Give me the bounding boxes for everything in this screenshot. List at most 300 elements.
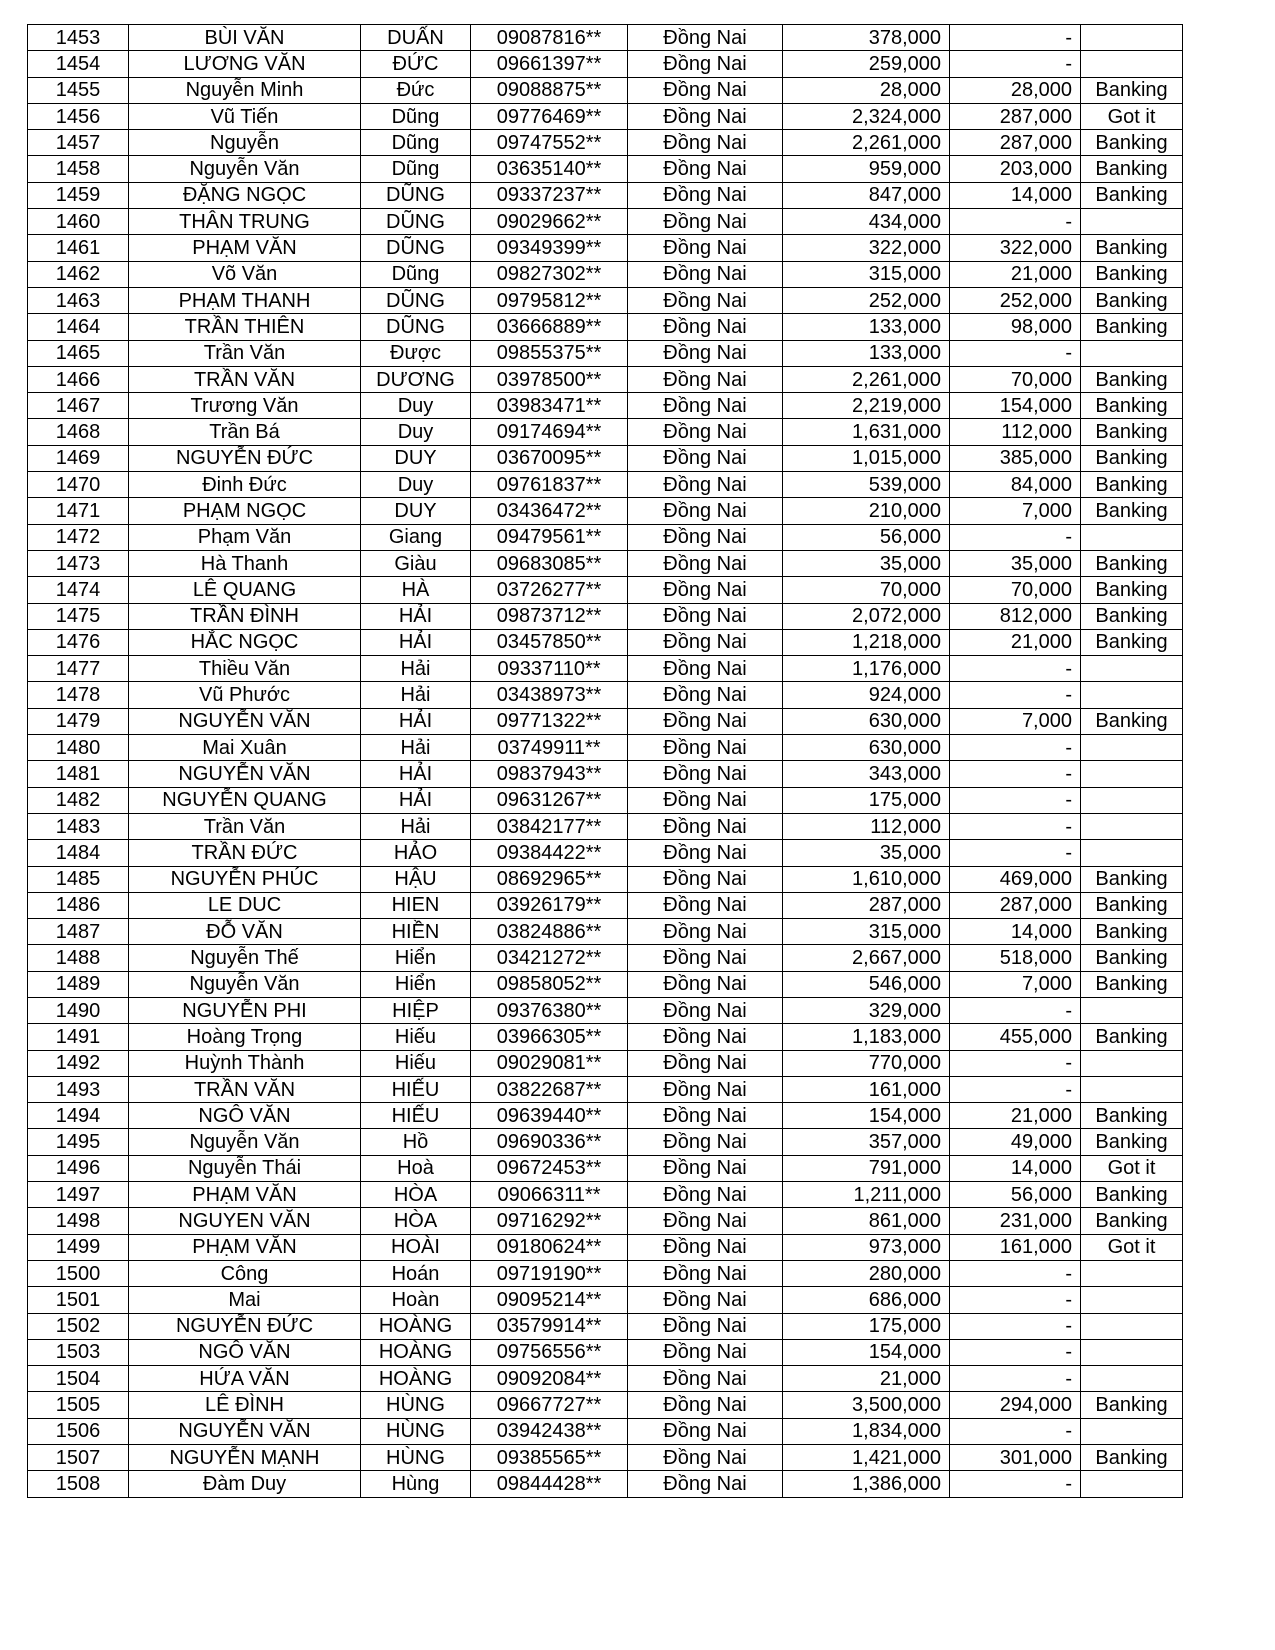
surname-middle-name-cell: Thiều Văn bbox=[129, 656, 361, 682]
payment-method-cell: Banking bbox=[1081, 419, 1183, 445]
given-name-cell: Duy bbox=[361, 472, 471, 498]
given-name-cell: DUY bbox=[361, 445, 471, 471]
amount-cell: 175,000 bbox=[783, 787, 950, 813]
payment-method-cell: Banking bbox=[1081, 577, 1183, 603]
paid-amount-cell: 70,000 bbox=[950, 366, 1081, 392]
phone-number-cell: 03926179** bbox=[471, 892, 628, 918]
province-cell: Đồng Nai bbox=[628, 945, 783, 971]
province-cell: Đồng Nai bbox=[628, 103, 783, 129]
phone-number-cell: 03942438** bbox=[471, 1418, 628, 1444]
paid-amount-cell: 56,000 bbox=[950, 1182, 1081, 1208]
amount-cell: 154,000 bbox=[783, 1103, 950, 1129]
paid-amount-cell: 812,000 bbox=[950, 603, 1081, 629]
paid-amount-cell: - bbox=[950, 25, 1081, 51]
phone-number-cell: 09761837** bbox=[471, 472, 628, 498]
table-row bbox=[28, 314, 1183, 340]
surname-middle-name-cell: NGUYỄN VĂN bbox=[129, 761, 361, 787]
amount-cell: 154,000 bbox=[783, 1339, 950, 1365]
paid-amount-cell: 28,000 bbox=[950, 77, 1081, 103]
province-cell: Đồng Nai bbox=[628, 209, 783, 235]
paid-amount-cell: - bbox=[950, 1471, 1081, 1497]
table-row bbox=[28, 445, 1183, 471]
surname-middle-name-cell: BÙI VĂN bbox=[129, 25, 361, 51]
row-number-cell: 1484 bbox=[28, 840, 129, 866]
payment-method-cell bbox=[1081, 997, 1183, 1023]
amount-cell: 686,000 bbox=[783, 1287, 950, 1313]
row-number-cell: 1490 bbox=[28, 997, 129, 1023]
row-number-cell: 1462 bbox=[28, 261, 129, 287]
province-cell: Đồng Nai bbox=[628, 735, 783, 761]
surname-middle-name-cell: Nguyễn bbox=[129, 130, 361, 156]
row-number-cell: 1488 bbox=[28, 945, 129, 971]
table-row bbox=[28, 840, 1183, 866]
table-row bbox=[28, 708, 1183, 734]
table-row bbox=[28, 1260, 1183, 1286]
row-number-cell: 1495 bbox=[28, 1129, 129, 1155]
row-number-cell: 1473 bbox=[28, 550, 129, 576]
phone-number-cell: 03726277** bbox=[471, 577, 628, 603]
surname-middle-name-cell: Nguyễn Minh bbox=[129, 77, 361, 103]
paid-amount-cell: - bbox=[950, 735, 1081, 761]
payment-method-cell: Banking bbox=[1081, 1208, 1183, 1234]
province-cell: Đồng Nai bbox=[628, 130, 783, 156]
province-cell: Đồng Nai bbox=[628, 498, 783, 524]
phone-number-cell: 09690336** bbox=[471, 1129, 628, 1155]
paid-amount-cell: 203,000 bbox=[950, 156, 1081, 182]
province-cell: Đồng Nai bbox=[628, 1050, 783, 1076]
payment-method-cell: Banking bbox=[1081, 366, 1183, 392]
surname-middle-name-cell: Trần Văn bbox=[129, 813, 361, 839]
table-row bbox=[28, 945, 1183, 971]
province-cell: Đồng Nai bbox=[628, 261, 783, 287]
payment-method-cell: Banking bbox=[1081, 1024, 1183, 1050]
amount-cell: 329,000 bbox=[783, 997, 950, 1023]
payment-method-cell bbox=[1081, 1418, 1183, 1444]
province-cell: Đồng Nai bbox=[628, 1182, 783, 1208]
given-name-cell: Hồ bbox=[361, 1129, 471, 1155]
payment-method-cell: Banking bbox=[1081, 445, 1183, 471]
given-name-cell: Dũng bbox=[361, 130, 471, 156]
payment-method-cell bbox=[1081, 787, 1183, 813]
table-row bbox=[28, 419, 1183, 445]
table-row bbox=[28, 156, 1183, 182]
table-row bbox=[28, 366, 1183, 392]
paid-amount-cell: - bbox=[950, 340, 1081, 366]
paid-amount-cell: 70,000 bbox=[950, 577, 1081, 603]
paid-amount-cell: - bbox=[950, 813, 1081, 839]
phone-number-cell: 09095214** bbox=[471, 1287, 628, 1313]
surname-middle-name-cell: Hoàng Trọng bbox=[129, 1024, 361, 1050]
province-cell: Đồng Nai bbox=[628, 892, 783, 918]
surname-middle-name-cell: Hà Thanh bbox=[129, 550, 361, 576]
phone-number-cell: 08692965** bbox=[471, 866, 628, 892]
phone-number-cell: 03842177** bbox=[471, 813, 628, 839]
phone-number-cell: 09088875** bbox=[471, 77, 628, 103]
row-number-cell: 1476 bbox=[28, 629, 129, 655]
table-row bbox=[28, 1418, 1183, 1444]
phone-number-cell: 09631267** bbox=[471, 787, 628, 813]
payment-method-cell: Banking bbox=[1081, 1182, 1183, 1208]
payment-method-cell: Got it bbox=[1081, 103, 1183, 129]
row-number-cell: 1457 bbox=[28, 130, 129, 156]
surname-middle-name-cell: NGUYỄN ĐỨC bbox=[129, 445, 361, 471]
table-row bbox=[28, 1076, 1183, 1102]
table-row bbox=[28, 287, 1183, 313]
phone-number-cell: 03457850** bbox=[471, 629, 628, 655]
row-number-cell: 1500 bbox=[28, 1260, 129, 1286]
paid-amount-cell: 21,000 bbox=[950, 629, 1081, 655]
given-name-cell: Hiếu bbox=[361, 1024, 471, 1050]
phone-number-cell: 09795812** bbox=[471, 287, 628, 313]
phone-number-cell: 09837943** bbox=[471, 761, 628, 787]
table-row bbox=[28, 393, 1183, 419]
row-number-cell: 1479 bbox=[28, 708, 129, 734]
payment-method-cell bbox=[1081, 761, 1183, 787]
paid-amount-cell: 287,000 bbox=[950, 892, 1081, 918]
payment-method-cell: Banking bbox=[1081, 314, 1183, 340]
surname-middle-name-cell: TRẦN VĂN bbox=[129, 366, 361, 392]
phone-number-cell: 09771322** bbox=[471, 708, 628, 734]
amount-cell: 973,000 bbox=[783, 1234, 950, 1260]
amount-cell: 343,000 bbox=[783, 761, 950, 787]
surname-middle-name-cell: LÊ ĐÌNH bbox=[129, 1392, 361, 1418]
paid-amount-cell: 231,000 bbox=[950, 1208, 1081, 1234]
row-number-cell: 1486 bbox=[28, 892, 129, 918]
province-cell: Đồng Nai bbox=[628, 1103, 783, 1129]
surname-middle-name-cell: Nguyễn Văn bbox=[129, 971, 361, 997]
paid-amount-cell: 14,000 bbox=[950, 919, 1081, 945]
row-number-cell: 1463 bbox=[28, 287, 129, 313]
row-number-cell: 1498 bbox=[28, 1208, 129, 1234]
given-name-cell: HẢO bbox=[361, 840, 471, 866]
table-row bbox=[28, 603, 1183, 629]
paid-amount-cell: - bbox=[950, 209, 1081, 235]
table-row bbox=[28, 1234, 1183, 1260]
row-number-cell: 1482 bbox=[28, 787, 129, 813]
surname-middle-name-cell: Nguyễn Thái bbox=[129, 1155, 361, 1181]
paid-amount-cell: - bbox=[950, 1050, 1081, 1076]
surname-middle-name-cell: Vũ Tiến bbox=[129, 103, 361, 129]
surname-middle-name-cell: Huỳnh Thành bbox=[129, 1050, 361, 1076]
surname-middle-name-cell: LE DUC bbox=[129, 892, 361, 918]
payment-method-cell: Banking bbox=[1081, 287, 1183, 313]
paid-amount-cell: 21,000 bbox=[950, 1103, 1081, 1129]
phone-number-cell: 03438973** bbox=[471, 682, 628, 708]
payment-method-cell: Banking bbox=[1081, 1392, 1183, 1418]
table-row bbox=[28, 1050, 1183, 1076]
payment-method-cell bbox=[1081, 25, 1183, 51]
phone-number-cell: 09337237** bbox=[471, 182, 628, 208]
payment-method-cell: Banking bbox=[1081, 498, 1183, 524]
given-name-cell: Hiển bbox=[361, 971, 471, 997]
table-row bbox=[28, 866, 1183, 892]
paid-amount-cell: 84,000 bbox=[950, 472, 1081, 498]
phone-number-cell: 09087816** bbox=[471, 25, 628, 51]
amount-cell: 21,000 bbox=[783, 1366, 950, 1392]
payment-method-cell bbox=[1081, 735, 1183, 761]
row-number-cell: 1496 bbox=[28, 1155, 129, 1181]
given-name-cell: DƯƠNG bbox=[361, 366, 471, 392]
row-number-cell: 1485 bbox=[28, 866, 129, 892]
phone-number-cell: 03824886** bbox=[471, 919, 628, 945]
amount-cell: 861,000 bbox=[783, 1208, 950, 1234]
paid-amount-cell: - bbox=[950, 1366, 1081, 1392]
payment-method-cell bbox=[1081, 656, 1183, 682]
row-number-cell: 1477 bbox=[28, 656, 129, 682]
phone-number-cell: 03666889** bbox=[471, 314, 628, 340]
amount-cell: 1,386,000 bbox=[783, 1471, 950, 1497]
amount-cell: 112,000 bbox=[783, 813, 950, 839]
amount-cell: 378,000 bbox=[783, 25, 950, 51]
paid-amount-cell: - bbox=[950, 1313, 1081, 1339]
table-row bbox=[28, 51, 1183, 77]
given-name-cell: Dũng bbox=[361, 261, 471, 287]
payment-method-cell: Banking bbox=[1081, 235, 1183, 261]
phone-number-cell: 09349399** bbox=[471, 235, 628, 261]
table-row bbox=[28, 919, 1183, 945]
province-cell: Đồng Nai bbox=[628, 603, 783, 629]
paid-amount-cell: - bbox=[950, 761, 1081, 787]
paid-amount-cell: - bbox=[950, 1418, 1081, 1444]
amount-cell: 161,000 bbox=[783, 1076, 950, 1102]
amount-cell: 434,000 bbox=[783, 209, 950, 235]
province-cell: Đồng Nai bbox=[628, 708, 783, 734]
province-cell: Đồng Nai bbox=[628, 550, 783, 576]
row-number-cell: 1454 bbox=[28, 51, 129, 77]
surname-middle-name-cell: NGUYỄN VĂN bbox=[129, 708, 361, 734]
phone-number-cell: 09029662** bbox=[471, 209, 628, 235]
province-cell: Đồng Nai bbox=[628, 1313, 783, 1339]
table-row bbox=[28, 472, 1183, 498]
surname-middle-name-cell: NGUYEN VĂN bbox=[129, 1208, 361, 1234]
paid-amount-cell: - bbox=[950, 787, 1081, 813]
province-cell: Đồng Nai bbox=[628, 156, 783, 182]
given-name-cell: HẢI bbox=[361, 603, 471, 629]
surname-middle-name-cell: Đàm Duy bbox=[129, 1471, 361, 1497]
surname-middle-name-cell: NGÔ VĂN bbox=[129, 1339, 361, 1365]
phone-number-cell: 03579914** bbox=[471, 1313, 628, 1339]
province-cell: Đồng Nai bbox=[628, 340, 783, 366]
paid-amount-cell: 14,000 bbox=[950, 182, 1081, 208]
table-row bbox=[28, 1313, 1183, 1339]
phone-number-cell: 09672453** bbox=[471, 1155, 628, 1181]
row-number-cell: 1470 bbox=[28, 472, 129, 498]
given-name-cell: HIỀN bbox=[361, 919, 471, 945]
surname-middle-name-cell: Trương Văn bbox=[129, 393, 361, 419]
table-row bbox=[28, 682, 1183, 708]
given-name-cell: Hải bbox=[361, 735, 471, 761]
row-number-cell: 1478 bbox=[28, 682, 129, 708]
given-name-cell: DŨNG bbox=[361, 287, 471, 313]
given-name-cell: DŨNG bbox=[361, 209, 471, 235]
amount-cell: 70,000 bbox=[783, 577, 950, 603]
given-name-cell: DŨNG bbox=[361, 235, 471, 261]
amount-cell: 1,176,000 bbox=[783, 656, 950, 682]
amount-cell: 1,421,000 bbox=[783, 1445, 950, 1471]
paid-amount-cell: 21,000 bbox=[950, 261, 1081, 287]
amount-cell: 2,072,000 bbox=[783, 603, 950, 629]
given-name-cell: Duy bbox=[361, 419, 471, 445]
payment-method-cell bbox=[1081, 813, 1183, 839]
phone-number-cell: 09385565** bbox=[471, 1445, 628, 1471]
amount-cell: 175,000 bbox=[783, 1313, 950, 1339]
paid-amount-cell: 287,000 bbox=[950, 103, 1081, 129]
paid-amount-cell: 385,000 bbox=[950, 445, 1081, 471]
amount-cell: 3,500,000 bbox=[783, 1392, 950, 1418]
province-cell: Đồng Nai bbox=[628, 840, 783, 866]
row-number-cell: 1458 bbox=[28, 156, 129, 182]
paid-amount-cell: 14,000 bbox=[950, 1155, 1081, 1181]
amount-cell: 56,000 bbox=[783, 524, 950, 550]
table-body bbox=[28, 25, 1183, 1498]
given-name-cell: Được bbox=[361, 340, 471, 366]
province-cell: Đồng Nai bbox=[628, 1392, 783, 1418]
paid-amount-cell: - bbox=[950, 1076, 1081, 1102]
row-number-cell: 1508 bbox=[28, 1471, 129, 1497]
row-number-cell: 1501 bbox=[28, 1287, 129, 1313]
paid-amount-cell: 7,000 bbox=[950, 971, 1081, 997]
paid-amount-cell: - bbox=[950, 682, 1081, 708]
payment-method-cell bbox=[1081, 1339, 1183, 1365]
amount-cell: 847,000 bbox=[783, 182, 950, 208]
given-name-cell: HÙNG bbox=[361, 1392, 471, 1418]
given-name-cell: Hải bbox=[361, 813, 471, 839]
amount-cell: 1,015,000 bbox=[783, 445, 950, 471]
surname-middle-name-cell: Đinh Đức bbox=[129, 472, 361, 498]
paid-amount-cell: - bbox=[950, 1260, 1081, 1286]
payment-method-cell bbox=[1081, 840, 1183, 866]
row-number-cell: 1502 bbox=[28, 1313, 129, 1339]
amount-cell: 133,000 bbox=[783, 314, 950, 340]
payment-method-cell bbox=[1081, 51, 1183, 77]
province-cell: Đồng Nai bbox=[628, 77, 783, 103]
payment-method-cell: Banking bbox=[1081, 1103, 1183, 1129]
phone-number-cell: 03749911** bbox=[471, 735, 628, 761]
row-number-cell: 1499 bbox=[28, 1234, 129, 1260]
amount-cell: 2,261,000 bbox=[783, 366, 950, 392]
table-row bbox=[28, 761, 1183, 787]
table-row bbox=[28, 524, 1183, 550]
province-cell: Đồng Nai bbox=[628, 51, 783, 77]
surname-middle-name-cell: PHẠM THANH bbox=[129, 287, 361, 313]
surname-middle-name-cell: Võ Văn bbox=[129, 261, 361, 287]
given-name-cell: Đức bbox=[361, 77, 471, 103]
phone-number-cell: 09029081** bbox=[471, 1050, 628, 1076]
province-cell: Đồng Nai bbox=[628, 393, 783, 419]
payment-method-cell: Got it bbox=[1081, 1234, 1183, 1260]
given-name-cell: Dũng bbox=[361, 156, 471, 182]
province-cell: Đồng Nai bbox=[628, 997, 783, 1023]
province-cell: Đồng Nai bbox=[628, 1418, 783, 1444]
paid-amount-cell: 252,000 bbox=[950, 287, 1081, 313]
amount-cell: 1,211,000 bbox=[783, 1182, 950, 1208]
surname-middle-name-cell: PHẠM VĂN bbox=[129, 1234, 361, 1260]
phone-number-cell: 09376380** bbox=[471, 997, 628, 1023]
table-row bbox=[28, 892, 1183, 918]
table-row bbox=[28, 1155, 1183, 1181]
phone-number-cell: 09756556** bbox=[471, 1339, 628, 1365]
phone-number-cell: 03436472** bbox=[471, 498, 628, 524]
payment-method-cell: Banking bbox=[1081, 1445, 1183, 1471]
given-name-cell: HẬU bbox=[361, 866, 471, 892]
amount-cell: 210,000 bbox=[783, 498, 950, 524]
province-cell: Đồng Nai bbox=[628, 366, 783, 392]
payment-method-cell: Banking bbox=[1081, 629, 1183, 655]
paid-amount-cell: 469,000 bbox=[950, 866, 1081, 892]
table-row bbox=[28, 77, 1183, 103]
given-name-cell: HIẾU bbox=[361, 1076, 471, 1102]
payment-method-cell: Banking bbox=[1081, 971, 1183, 997]
phone-number-cell: 09873712** bbox=[471, 603, 628, 629]
surname-middle-name-cell: Mai bbox=[129, 1287, 361, 1313]
province-cell: Đồng Nai bbox=[628, 1155, 783, 1181]
table-row bbox=[28, 656, 1183, 682]
province-cell: Đồng Nai bbox=[628, 919, 783, 945]
amount-cell: 959,000 bbox=[783, 156, 950, 182]
paid-amount-cell: 98,000 bbox=[950, 314, 1081, 340]
payment-method-cell bbox=[1081, 1076, 1183, 1102]
given-name-cell: HIEN bbox=[361, 892, 471, 918]
row-number-cell: 1491 bbox=[28, 1024, 129, 1050]
surname-middle-name-cell: NGUYỄN MẠNH bbox=[129, 1445, 361, 1471]
phone-number-cell: 09066311** bbox=[471, 1182, 628, 1208]
paid-amount-cell: 161,000 bbox=[950, 1234, 1081, 1260]
payment-method-cell bbox=[1081, 682, 1183, 708]
province-cell: Đồng Nai bbox=[628, 866, 783, 892]
surname-middle-name-cell: HẮC NGỌC bbox=[129, 629, 361, 655]
amount-cell: 133,000 bbox=[783, 340, 950, 366]
payment-method-cell: Banking bbox=[1081, 130, 1183, 156]
surname-middle-name-cell: ĐẶNG NGỌC bbox=[129, 182, 361, 208]
amount-cell: 770,000 bbox=[783, 1050, 950, 1076]
phone-number-cell: 09337110** bbox=[471, 656, 628, 682]
payment-method-cell: Banking bbox=[1081, 708, 1183, 734]
amount-cell: 35,000 bbox=[783, 840, 950, 866]
surname-middle-name-cell: Mai Xuân bbox=[129, 735, 361, 761]
amount-cell: 315,000 bbox=[783, 919, 950, 945]
paid-amount-cell: 154,000 bbox=[950, 393, 1081, 419]
table-row bbox=[28, 340, 1183, 366]
phone-number-cell: 03635140** bbox=[471, 156, 628, 182]
given-name-cell: HOÀNG bbox=[361, 1313, 471, 1339]
province-cell: Đồng Nai bbox=[628, 761, 783, 787]
payment-method-cell: Banking bbox=[1081, 182, 1183, 208]
row-number-cell: 1503 bbox=[28, 1339, 129, 1365]
given-name-cell: DUY bbox=[361, 498, 471, 524]
table-row bbox=[28, 1366, 1183, 1392]
row-number-cell: 1467 bbox=[28, 393, 129, 419]
phone-number-cell: 09776469** bbox=[471, 103, 628, 129]
amount-cell: 1,183,000 bbox=[783, 1024, 950, 1050]
row-number-cell: 1483 bbox=[28, 813, 129, 839]
row-number-cell: 1497 bbox=[28, 1182, 129, 1208]
paid-amount-cell: 301,000 bbox=[950, 1445, 1081, 1471]
amount-cell: 315,000 bbox=[783, 261, 950, 287]
surname-middle-name-cell: TRẦN ĐÌNH bbox=[129, 603, 361, 629]
province-cell: Đồng Nai bbox=[628, 1339, 783, 1365]
paid-amount-cell: 322,000 bbox=[950, 235, 1081, 261]
row-number-cell: 1506 bbox=[28, 1418, 129, 1444]
province-cell: Đồng Nai bbox=[628, 1366, 783, 1392]
amount-cell: 1,610,000 bbox=[783, 866, 950, 892]
amount-cell: 924,000 bbox=[783, 682, 950, 708]
given-name-cell: HẢI bbox=[361, 708, 471, 734]
province-cell: Đồng Nai bbox=[628, 1234, 783, 1260]
table-row bbox=[28, 1445, 1183, 1471]
province-cell: Đồng Nai bbox=[628, 629, 783, 655]
given-name-cell: Hùng bbox=[361, 1471, 471, 1497]
given-name-cell: HOÀNG bbox=[361, 1339, 471, 1365]
